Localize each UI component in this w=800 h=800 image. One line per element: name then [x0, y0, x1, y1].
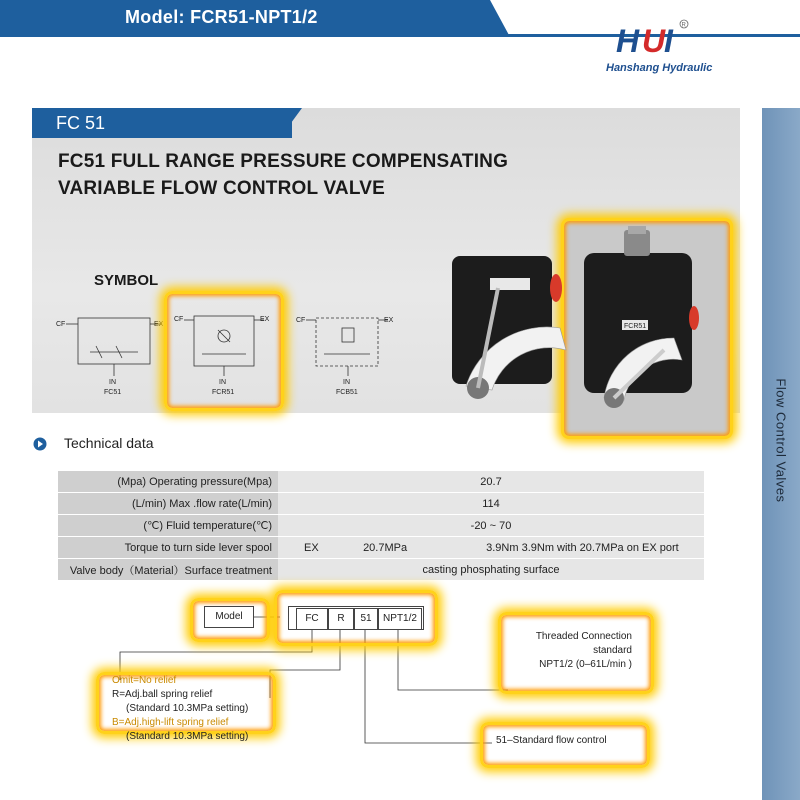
thread-note-line2: standard — [593, 645, 632, 656]
tech-value: -20 ~ 70 — [278, 515, 704, 537]
symbol-fc51 — [54, 308, 174, 398]
tech-label: (℃) Fluid temperature(℃) — [58, 515, 278, 537]
model-code-cell-series: FC — [296, 608, 328, 630]
table-row — [58, 471, 704, 493]
table-row — [58, 493, 704, 515]
symbol-fcr51-name: FCR51 — [212, 389, 235, 396]
symbol-fc51-name: FC51 — [104, 389, 122, 396]
relief-note-b: B=Adj.high-lift spring relief — [112, 717, 229, 728]
symbol-fc51-ex: EX — [154, 321, 164, 328]
table-row — [58, 537, 704, 559]
product-title — [58, 148, 508, 202]
table-row — [58, 559, 704, 581]
tech-label: (L/min) Max .flow rate(L/min) — [58, 493, 278, 515]
torque-pressure: 20.7MPa — [363, 541, 408, 554]
technical-heading-icon — [33, 437, 47, 451]
symbol-fc51-in: IN — [109, 379, 116, 386]
tech-value: 114 — [278, 493, 704, 515]
symbol-fcr51-cf: CF — [174, 316, 184, 323]
svg-text:U: U — [642, 23, 666, 59]
product-panel — [32, 108, 740, 413]
valve-plate-text: FCR51 — [624, 323, 647, 330]
symbol-fcb51-ex: EX — [384, 317, 394, 324]
symbol-fcb51-in: IN — [343, 379, 350, 386]
relief-notes — [112, 674, 248, 744]
symbol-fcr51-in: IN — [219, 379, 226, 386]
thread-note-line3: NPT1/2 (0–61L/min ) — [539, 659, 632, 670]
torque-port: EX — [304, 541, 319, 554]
table-row — [58, 515, 704, 537]
series-label-slant — [272, 108, 302, 138]
tech-value: 20.7 — [278, 471, 704, 493]
model-code-cell-port: NPT1/2 — [378, 608, 422, 630]
flow-note: 51–Standard flow control — [496, 735, 607, 746]
relief-note-r-setting: (Standard 10.3MPa setting) — [126, 703, 249, 714]
tech-label: (Mpa) Operating pressure(Mpa) — [58, 471, 278, 493]
tech-label: Torque to turn side lever spool — [58, 537, 278, 559]
torque-value: 3.9Nm 3.9Nm with 20.7MPa on EX port — [486, 541, 679, 554]
relief-note-omit: Omit=No relief — [112, 675, 177, 686]
model-code-cell-relief: R — [328, 608, 354, 630]
thread-note — [510, 630, 632, 672]
symbol-fc51-cf: CF — [56, 321, 66, 328]
symbol-fcr51-ex: EX — [260, 316, 270, 323]
relief-note-b-setting: (Standard 10.3MPa setting) — [126, 731, 249, 742]
brand-name: Hanshang Hydraulic — [606, 62, 713, 74]
symbol-fcr51 — [172, 308, 282, 398]
model-label: Model — [204, 606, 254, 628]
thread-note-line1: Threaded Connection — [535, 631, 632, 642]
symbol-heading: SYMBOL — [94, 272, 159, 289]
svg-text:R: R — [681, 22, 686, 29]
series-label: FC 51 — [56, 113, 106, 133]
technical-table — [58, 471, 704, 581]
symbol-fcb51-name: FCB51 — [336, 389, 358, 396]
tech-value — [278, 537, 704, 559]
header-bar-slant — [470, 0, 510, 37]
svg-text:H: H — [616, 23, 640, 59]
relief-note-r: R=Adj.ball spring relief — [112, 689, 213, 700]
side-tab-label: Flow Control Valves — [773, 378, 789, 503]
valve-photo-front — [442, 248, 622, 418]
product-title-line1: FC51 FULL RANGE PRESSURE COMPENSATING — [58, 151, 509, 172]
svg-text:I: I — [664, 23, 673, 59]
technical-heading: Technical data — [64, 435, 154, 451]
tech-value: casting phosphating surface — [278, 559, 704, 581]
symbol-fcb51 — [294, 308, 404, 398]
tech-label: Valve body（Material）Surface treatment — [58, 559, 278, 581]
symbol-fcb51-cf: CF — [296, 317, 306, 324]
model-title: Model: FCR51-NPT1/2 — [125, 7, 318, 27]
product-title-line2: VARIABLE FLOW CONTROL VALVE — [58, 178, 385, 199]
model-code-cell-flow: 51 — [354, 608, 378, 630]
brand-logo — [612, 18, 702, 62]
